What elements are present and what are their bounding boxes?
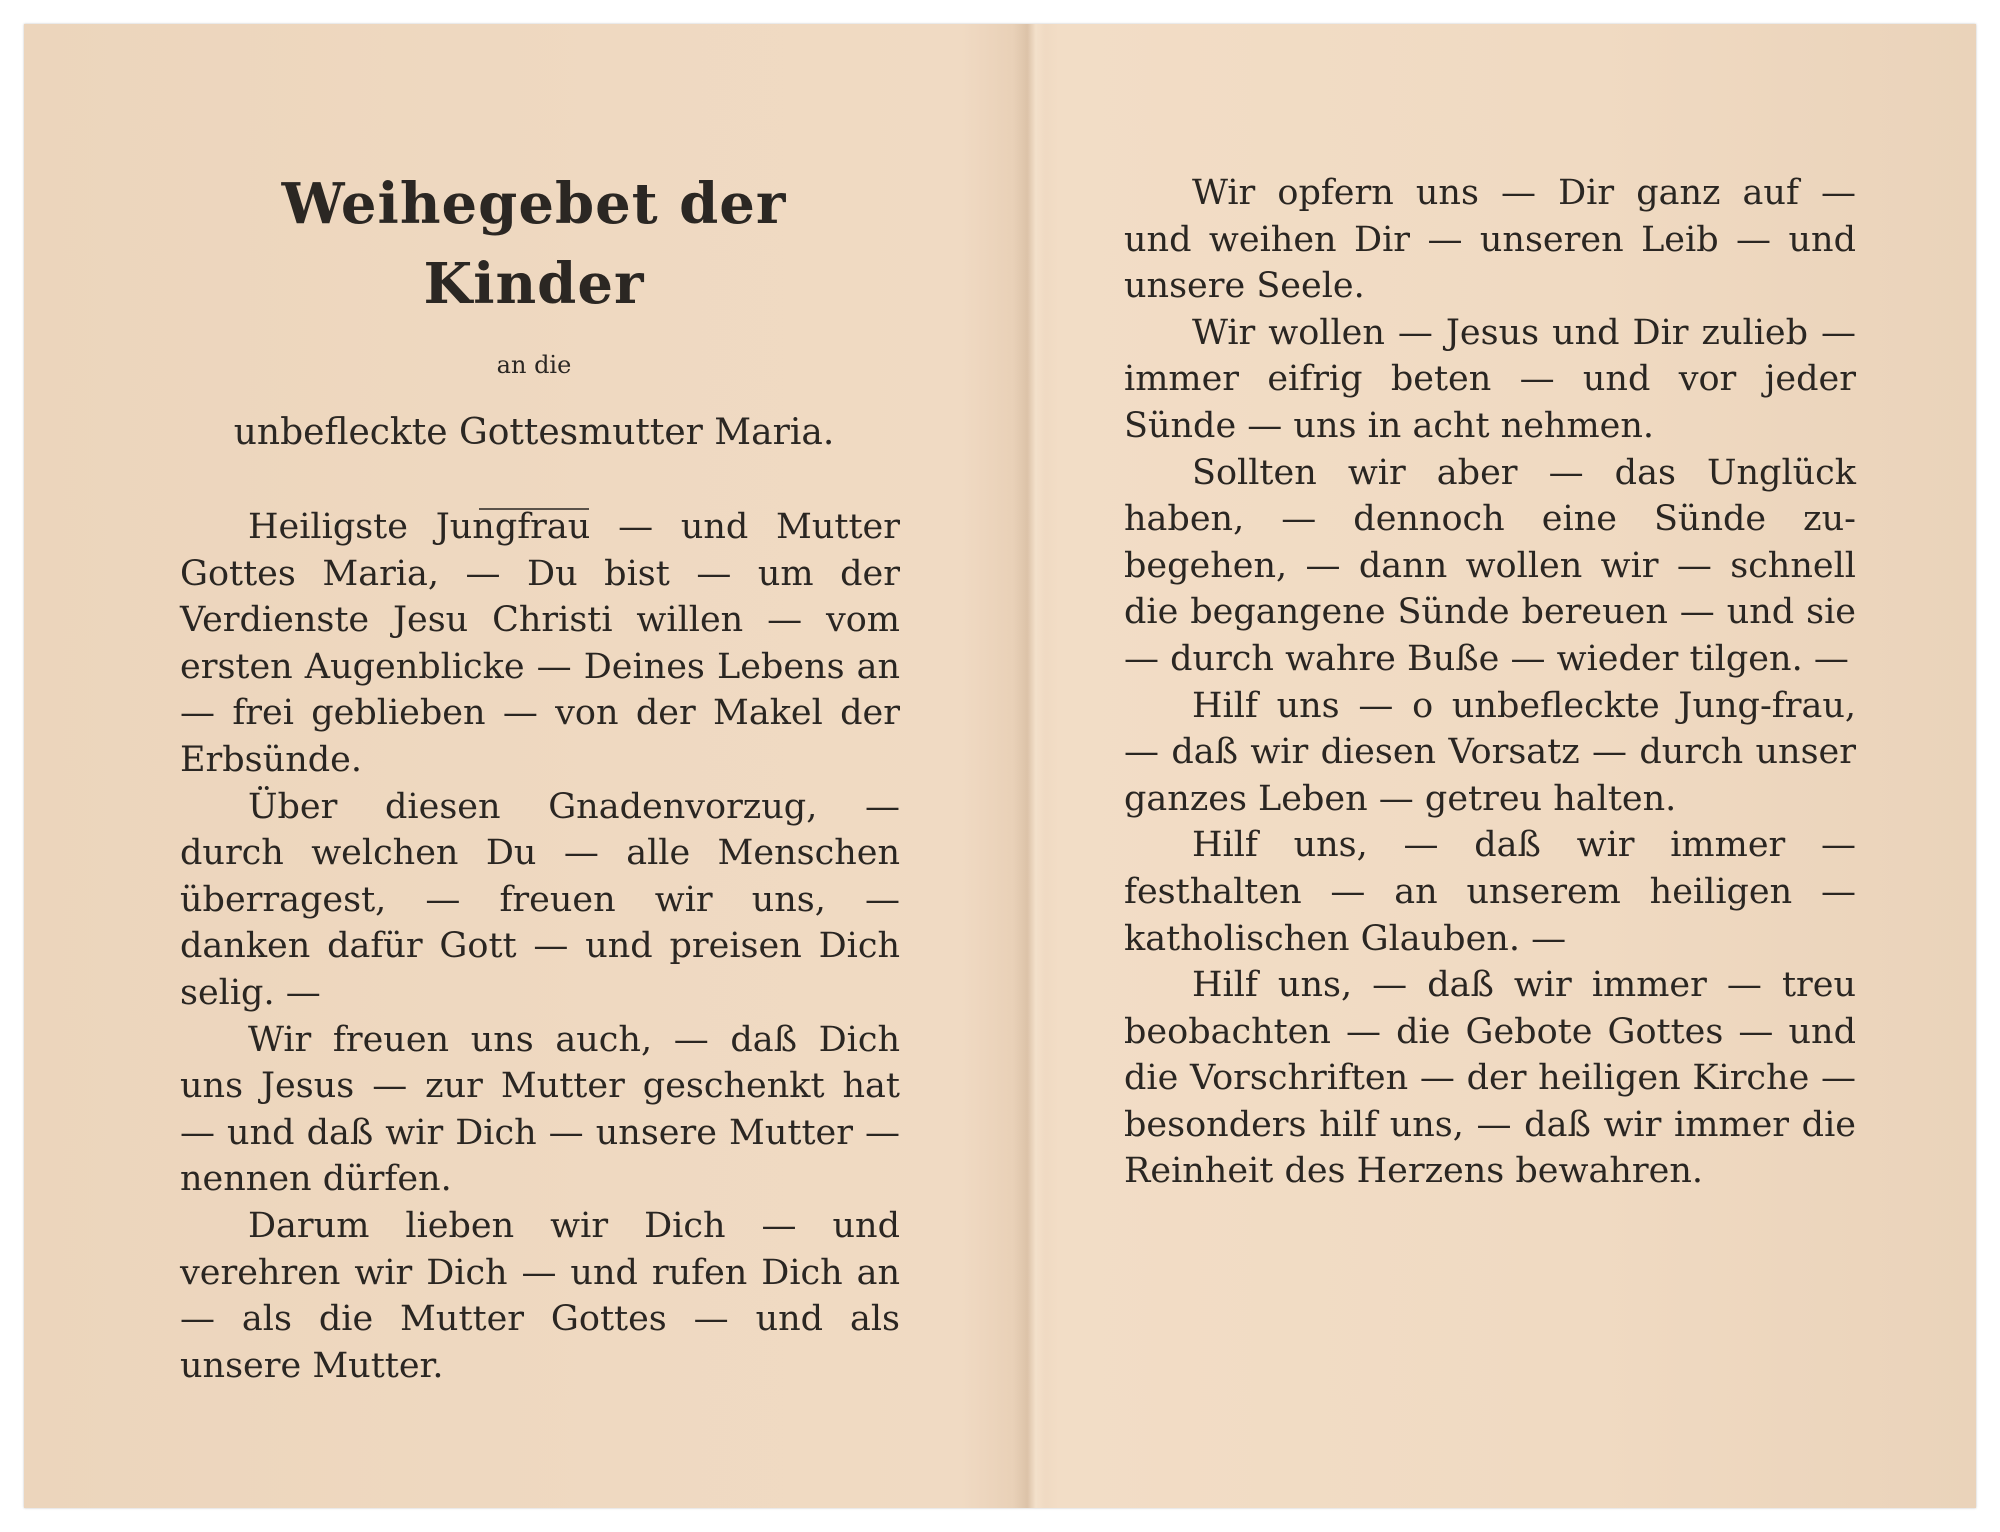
paragraph: Hilf uns, — daß wir immer — festhalten — an unserem heiligen — katholischen Glauben. —: [1124, 825, 1856, 959]
paragraph: Hilf uns, — daß wir immer — treu beobachten — die Gebote Gottes — und die Vorschriften — der heiligen Kirche — besonders hilf uns, — daß wir immer die Reinheit des Herzens bewahren.: [1124, 965, 1856, 1192]
paragraph: Sollten wir aber — das Unglück haben, — dennoch eine Sünde zu-begehen, — dann wollen wir — schnell die begangene Sünde bereuen — und sie — durch wahre Buße — wieder tilgen. —: [1124, 452, 1856, 679]
paragraph: Wir wollen — Jesus und Dir zulieb — immer eifrig beten — und vor jeder Sünde — uns in acht nehmen.: [1124, 312, 1856, 446]
paragraph: Wir freuen uns auch, — daß Dich uns Jesus — zur Mutter geschenkt hat — und daß wir Dich — unsere Mutter — nennen dürfen.: [180, 1019, 900, 1200]
paragraph: Darum lieben wir Dich — und verehren wir Dich — und rufen Dich an — als die Mutter Gottes — und als unsere Mutter.: [180, 1205, 900, 1386]
subtitle: unbefleckte Gottesmutter Maria.: [233, 412, 835, 453]
paragraph: Hilf uns — o unbefleckte Jung-frau, — daß wir diesen Vorsatz — durch unser ganzes Leben — getreu halten.: [1124, 685, 1856, 819]
left-body-text: [180, 504, 900, 1389]
paragraph: Über diesen Gnadenvorzug, — durch welchen Du — alle Menschen überragest, — freuen wir uns, — danken dafür Gott — und preisen Dich selig. —: [180, 786, 900, 1013]
page-title: Weihegebet der Kinder: [281, 171, 787, 317]
subtitle-small: an die: [496, 351, 572, 379]
right-body-text: [1124, 170, 1856, 1195]
center-fold: [1012, 24, 1046, 1508]
paragraph: Wir opfern uns — Dir ganz auf — und weihen Dir — unseren Leib — und unsere Seele.: [1124, 173, 1856, 307]
folded-prayer-card: [24, 24, 1976, 1508]
paragraph: Heiligste Jungfrau — und Mutter Gottes Maria, — Du bist — um der Verdienste Jesu Christi willen — vom ersten Augenblicke — Deines Lebens an — frei geblieben — von der Makel der Erbsünde.: [180, 507, 900, 780]
title-block: [174, 164, 894, 510]
